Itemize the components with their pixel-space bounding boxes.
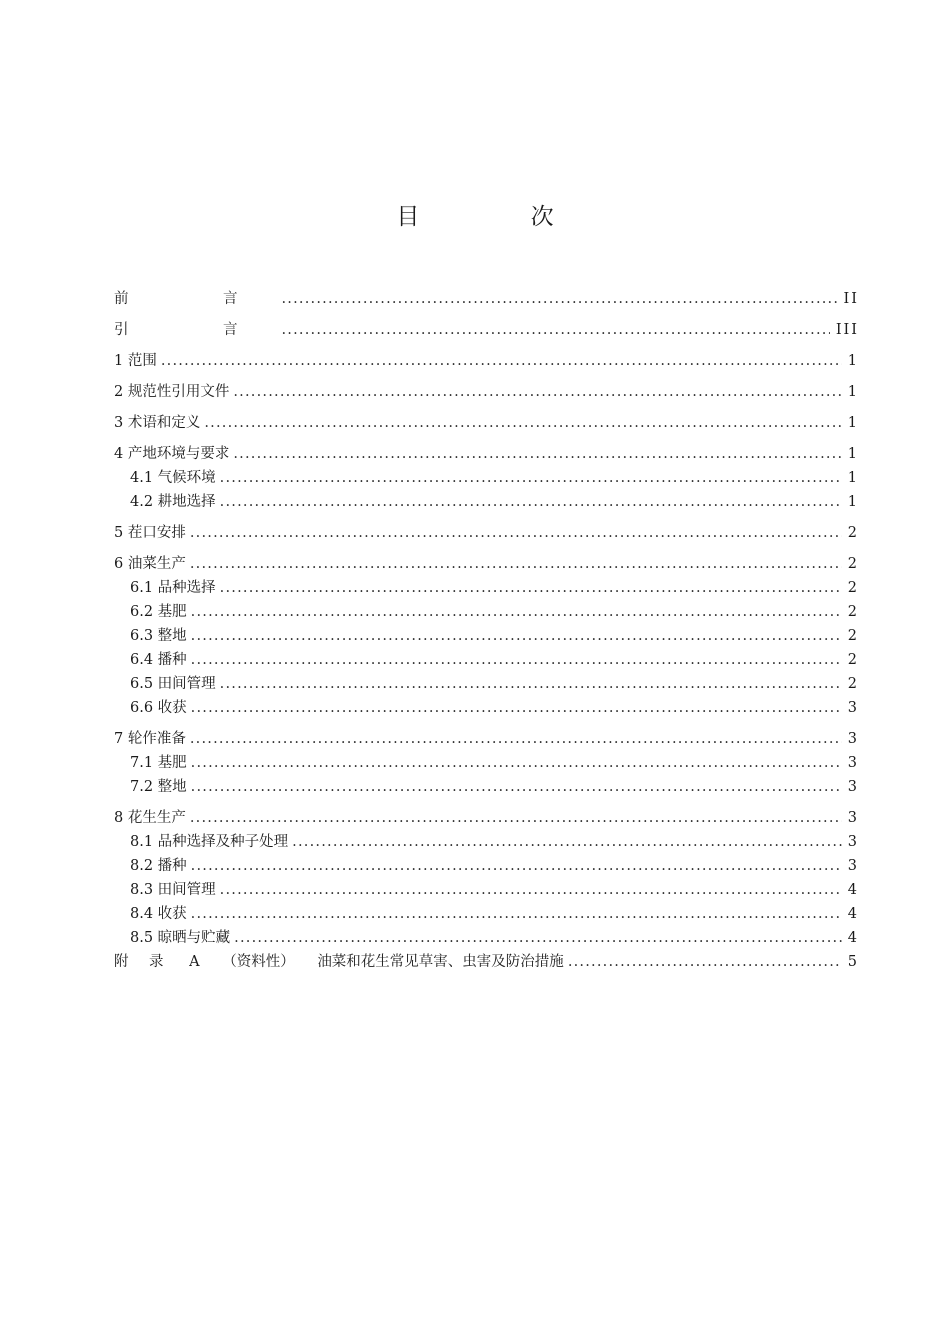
toc-entry-6-2[interactable] bbox=[114, 600, 859, 624]
toc-entry-label: 前 言 bbox=[114, 291, 278, 307]
toc-entry-label: 8 花生生产 bbox=[114, 810, 186, 826]
toc-entry-page: 3 bbox=[847, 858, 859, 874]
toc-entry-2[interactable] bbox=[114, 380, 859, 404]
toc-entry-page: 3 bbox=[847, 779, 859, 795]
toc-entry-6-1[interactable] bbox=[114, 576, 859, 600]
toc-entry-6-4[interactable] bbox=[114, 648, 859, 672]
dot-leader bbox=[568, 950, 842, 974]
toc-entry-label: 7 轮作准备 bbox=[114, 731, 186, 747]
toc-entry-label: 7.1 基肥 bbox=[130, 755, 187, 771]
dot-leader bbox=[220, 878, 842, 902]
toc-entry-page: 3 bbox=[847, 834, 859, 850]
toc-entry-label: 8.3 田间管理 bbox=[130, 882, 216, 898]
toc-entry-page: 2 bbox=[847, 556, 859, 572]
toc-entry-label: 6.3 整地 bbox=[130, 628, 187, 644]
dot-leader bbox=[191, 648, 842, 672]
dot-leader bbox=[233, 442, 841, 466]
toc-entry-page: 1 bbox=[847, 415, 859, 431]
toc-entry-page: 4 bbox=[847, 930, 859, 946]
toc-entry-label: 6.4 播种 bbox=[130, 652, 187, 668]
toc-entry-8-3[interactable] bbox=[114, 878, 859, 902]
toc-entry-8-1[interactable] bbox=[114, 830, 859, 854]
toc-entry-label: 7.2 整地 bbox=[130, 779, 187, 795]
toc-entry-page: 4 bbox=[847, 906, 859, 922]
toc-entry-6[interactable] bbox=[114, 552, 859, 576]
dot-leader bbox=[234, 926, 842, 950]
appendix-prefix: 附 录 bbox=[114, 954, 167, 970]
dot-leader bbox=[190, 552, 842, 576]
toc-entry-page: 2 bbox=[847, 676, 859, 692]
toc-entry-label: 3 术语和定义 bbox=[114, 415, 201, 431]
toc-entry-label: 4.1 气候环境 bbox=[130, 470, 216, 486]
toc-entry-label bbox=[114, 950, 564, 974]
toc-entry-page: 4 bbox=[847, 882, 859, 898]
toc-entry-label: 4.2 耕地选择 bbox=[130, 494, 216, 510]
page-title: 目 次 bbox=[396, 204, 606, 230]
toc-entry-page: 5 bbox=[847, 954, 859, 970]
dot-leader bbox=[233, 380, 841, 404]
toc-entry-page: 3 bbox=[847, 700, 859, 716]
toc-entry-label: 6 油菜生产 bbox=[114, 556, 186, 572]
dot-leader bbox=[190, 727, 842, 751]
toc-entry-label: 6.6 收获 bbox=[130, 700, 187, 716]
toc-entry-page: 2 bbox=[847, 628, 859, 644]
toc-entry-page: 2 bbox=[847, 604, 859, 620]
toc-entry-page: 1 bbox=[847, 353, 859, 369]
toc-entry-4[interactable] bbox=[114, 442, 859, 466]
appendix-type: （资料性） bbox=[222, 954, 295, 970]
dot-leader bbox=[191, 854, 842, 878]
toc-entry-6-3[interactable] bbox=[114, 624, 859, 648]
toc-entry-page: 2 bbox=[847, 525, 859, 541]
toc-entry-7[interactable] bbox=[114, 727, 859, 751]
toc-entry-label: 8.5 晾晒与贮藏 bbox=[130, 930, 231, 946]
dot-leader bbox=[190, 806, 842, 830]
toc-entry-page: 3 bbox=[847, 731, 859, 747]
dot-leader bbox=[220, 672, 842, 696]
toc-entry-page: 1 bbox=[847, 384, 859, 400]
dot-leader bbox=[220, 490, 842, 514]
toc-entry-label: 5 茬口安排 bbox=[114, 525, 186, 541]
toc-entry-8-5[interactable] bbox=[114, 926, 859, 950]
toc-entry-page: 2 bbox=[847, 652, 859, 668]
dot-leader bbox=[161, 349, 842, 373]
toc-entry-5[interactable] bbox=[114, 521, 859, 545]
dot-leader bbox=[191, 696, 842, 720]
toc-entry-page: 2 bbox=[847, 580, 859, 596]
toc-entry-label: 4 产地环境与要求 bbox=[114, 446, 230, 462]
toc-entry-4-1[interactable] bbox=[114, 466, 859, 490]
toc-entry-label: 1 范围 bbox=[114, 353, 157, 369]
toc-entry-7-2[interactable] bbox=[114, 775, 859, 799]
toc-entry-page: 3 bbox=[847, 755, 859, 771]
toc-entry-6-5[interactable] bbox=[114, 672, 859, 696]
dot-leader bbox=[191, 902, 842, 926]
toc-entry-page: 1 bbox=[847, 470, 859, 486]
toc-entry-label: 8.2 播种 bbox=[130, 858, 187, 874]
toc-entry-8-2[interactable] bbox=[114, 854, 859, 878]
dot-leader bbox=[190, 521, 842, 545]
toc-entry-8[interactable] bbox=[114, 806, 859, 830]
dot-leader bbox=[220, 466, 842, 490]
dot-leader bbox=[191, 600, 842, 624]
table-of-contents bbox=[114, 287, 859, 974]
toc-entry-4-2[interactable] bbox=[114, 490, 859, 514]
toc-entry-label: 8.4 收获 bbox=[130, 906, 187, 922]
toc-entry-label: 8.1 品种选择及种子处理 bbox=[130, 834, 289, 850]
toc-entry-label: 6.2 基肥 bbox=[130, 604, 187, 620]
toc-entry-page: 1 bbox=[847, 494, 859, 510]
toc-entry-label: 6.5 田间管理 bbox=[130, 676, 216, 692]
appendix-letter: A bbox=[189, 954, 200, 970]
dot-leader bbox=[282, 318, 830, 342]
dot-leader bbox=[220, 576, 842, 600]
toc-entry-appendix-a[interactable] bbox=[114, 950, 859, 974]
dot-leader bbox=[292, 830, 842, 854]
toc-entry-1[interactable] bbox=[114, 349, 859, 373]
dot-leader bbox=[191, 751, 842, 775]
toc-entry-label: 6.1 品种选择 bbox=[130, 580, 216, 596]
toc-entry-3[interactable] bbox=[114, 411, 859, 435]
toc-entry-7-1[interactable] bbox=[114, 751, 859, 775]
toc-entry-introduction[interactable] bbox=[114, 318, 859, 342]
dot-leader bbox=[204, 411, 841, 435]
toc-entry-8-4[interactable] bbox=[114, 902, 859, 926]
dot-leader bbox=[282, 287, 838, 311]
toc-entry-6-6[interactable] bbox=[114, 696, 859, 720]
toc-entry-preface[interactable] bbox=[114, 287, 859, 311]
toc-entry-page: III bbox=[835, 322, 859, 338]
toc-entry-label: 2 规范性引用文件 bbox=[114, 384, 230, 400]
toc-entry-page: 1 bbox=[847, 446, 859, 462]
dot-leader bbox=[191, 624, 842, 648]
dot-leader bbox=[191, 775, 842, 799]
toc-entry-label: 引 言 bbox=[114, 322, 278, 338]
toc-entry-page: 3 bbox=[847, 810, 859, 826]
appendix-title: 油菜和花生常见草害、虫害及防治措施 bbox=[317, 954, 564, 970]
toc-entry-page: II bbox=[843, 291, 859, 307]
